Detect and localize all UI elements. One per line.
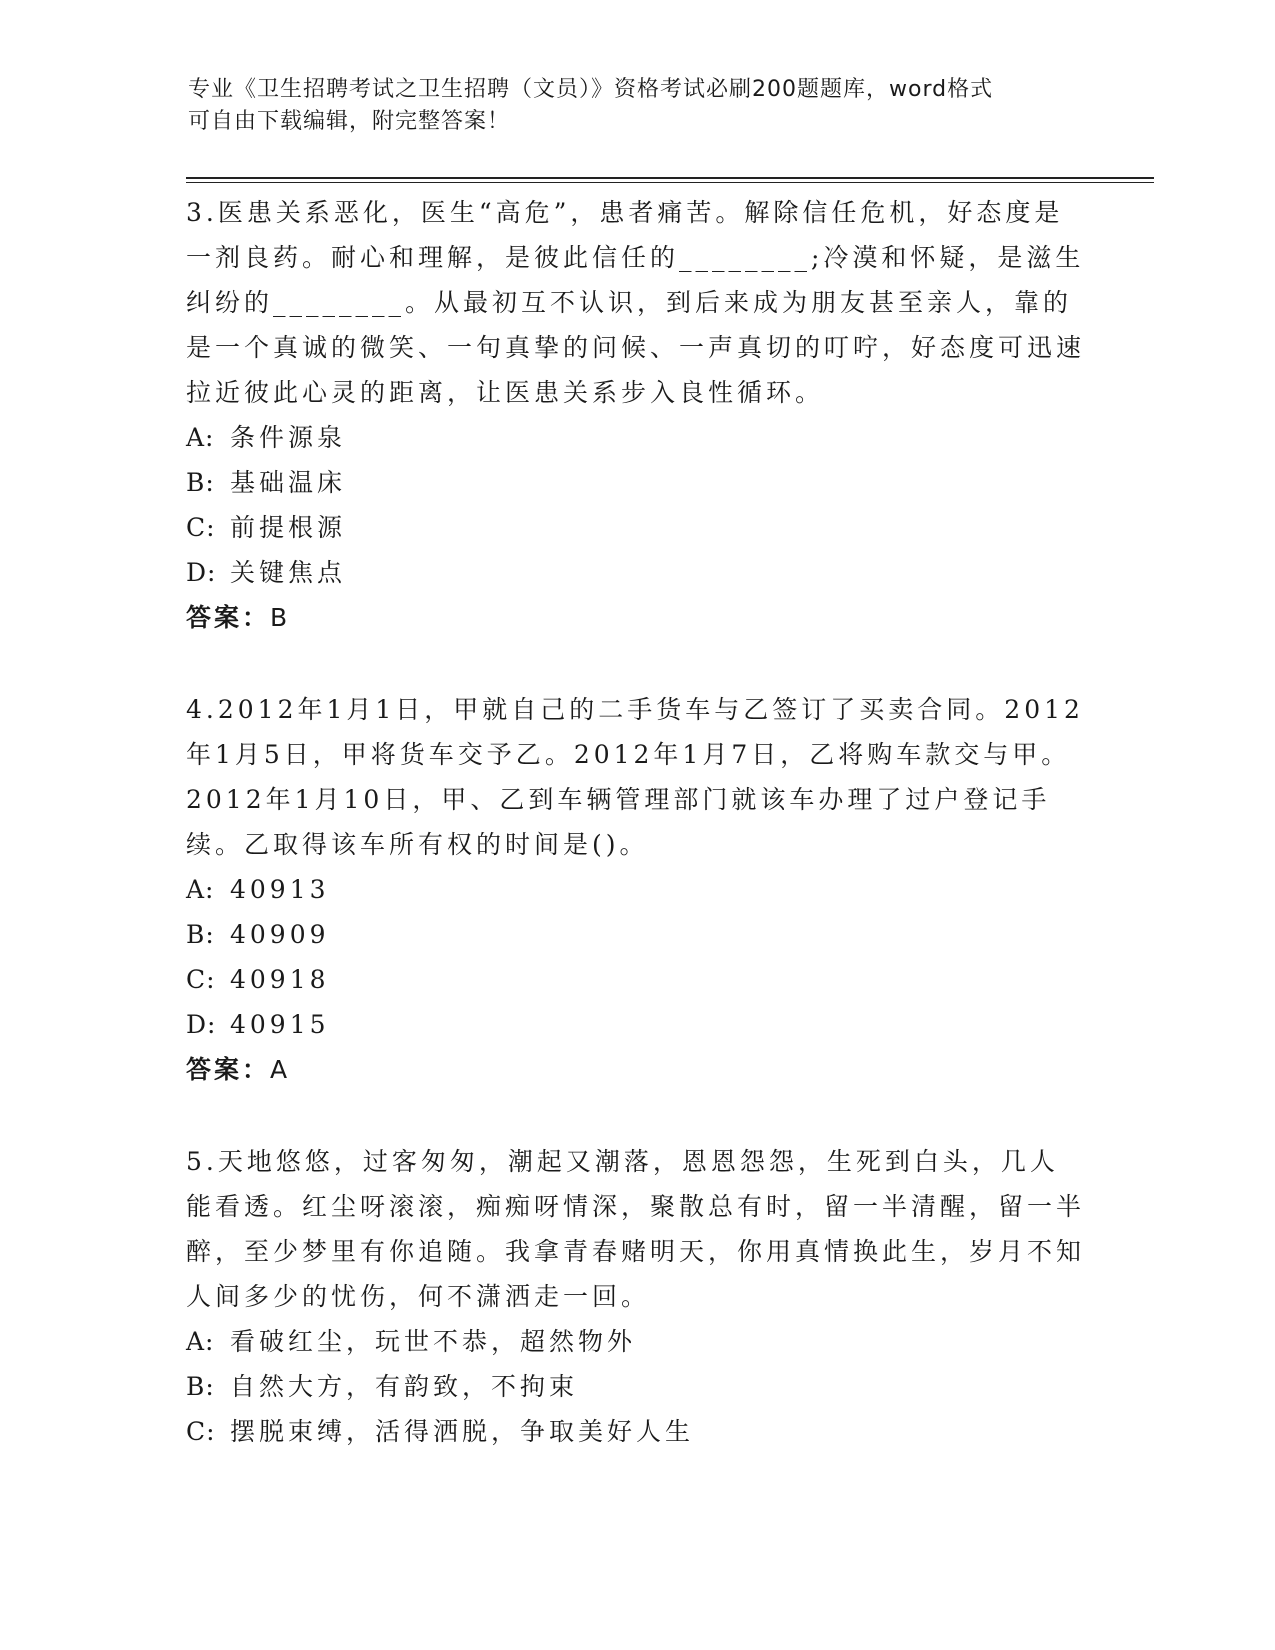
- option-text: 40918: [230, 965, 330, 994]
- header-title-line-1: 专业《卫生招聘考试之卫生招聘（文员）》资格考试必刷200题题库，word格式: [188, 77, 994, 102]
- option-key: B:: [186, 1372, 215, 1401]
- option-key: C:: [186, 513, 216, 542]
- option-key: D:: [186, 558, 217, 587]
- question-list: [186, 190, 1086, 1501]
- option-text: 40915: [230, 1010, 330, 1039]
- option-d: [186, 550, 1086, 595]
- header-title-line-2: 可自由下载编辑，附完整答案！: [188, 109, 511, 134]
- option-key: A:: [186, 1327, 215, 1356]
- question-text: 5.天地悠悠，过客匆匆，潮起又潮落，恩恩怨怨，生死到白头，几人能看透。红尘呀滚滚，痴痴呀情深，聚散总有时，留一半清醒，留一半醉，至少梦里有你追随。我拿青春赌明天，你用真情换此生，岁月不知人间多少的忧伤，何不潇洒走一回。: [186, 1147, 1086, 1311]
- option-key: C:: [186, 1417, 216, 1446]
- question-text: 3.医患关系恶化，医生“高危”，患者痛苦。解除信任危机，好态度是一剂良药。耐心和理解，是彼此信任的________;冷漠和怀疑，是滋生纠纷的________。从最初互不认识，到后来成为朋友甚至亲人，靠的是一个真诚的微笑、一句真挚的问候、一声真切的叮咛，好态度可迅速拉近彼此心灵的距离，让医患关系步入良性循环。: [186, 198, 1086, 407]
- option-key: A:: [186, 423, 215, 452]
- option-text: 摆脱束缚，活得洒脱，争取美好人生: [230, 1417, 695, 1446]
- answer-label: 答案：: [186, 603, 271, 632]
- option-text: 自然大方，有韵致，不拘束: [230, 1372, 579, 1401]
- answer-line: [186, 1047, 1086, 1092]
- answer-value: B: [270, 603, 291, 632]
- option-c: [186, 1409, 1086, 1454]
- answer-line: [186, 595, 1086, 640]
- option-b: [186, 1364, 1086, 1409]
- option-key: D:: [186, 1010, 217, 1039]
- option-key: B:: [186, 468, 215, 497]
- header-divider-thin: [186, 182, 1154, 183]
- option-text: 条件源泉: [230, 423, 347, 452]
- option-text: 看破红尘，玩世不恭，超然物外: [230, 1327, 637, 1356]
- header-divider-thick: [186, 177, 1154, 179]
- answer-label: 答案：: [186, 1055, 271, 1084]
- option-text: 关键焦点: [230, 558, 347, 587]
- option-a: [186, 415, 1086, 460]
- option-text: 40909: [230, 920, 330, 949]
- option-key: A:: [186, 875, 215, 904]
- question-4: [186, 687, 1086, 1092]
- option-text: 前提根源: [230, 513, 347, 542]
- question-3: [186, 190, 1086, 640]
- question-5: [186, 1139, 1086, 1454]
- option-text: 基础温床: [230, 468, 347, 497]
- option-a: [186, 867, 1086, 912]
- option-key: C:: [186, 965, 216, 994]
- option-c: [186, 505, 1086, 550]
- question-text: 4.2012年1月1日，甲就自己的二手货车与乙签订了买卖合同。2012年1月5日，甲将货车交予乙。2012年1月7日，乙将购车款交与甲。2012年1月10日，甲、乙到车辆管理部门就该车办理了过户登记手续。乙取得该车所有权的时间是()。: [186, 695, 1084, 859]
- document-header: [188, 74, 1088, 138]
- answer-value: A: [270, 1055, 291, 1084]
- option-text: 40913: [230, 875, 330, 904]
- option-a: [186, 1319, 1086, 1364]
- option-b: [186, 912, 1086, 957]
- option-b: [186, 460, 1086, 505]
- option-d: [186, 1002, 1086, 1047]
- option-key: B:: [186, 920, 215, 949]
- option-c: [186, 957, 1086, 1002]
